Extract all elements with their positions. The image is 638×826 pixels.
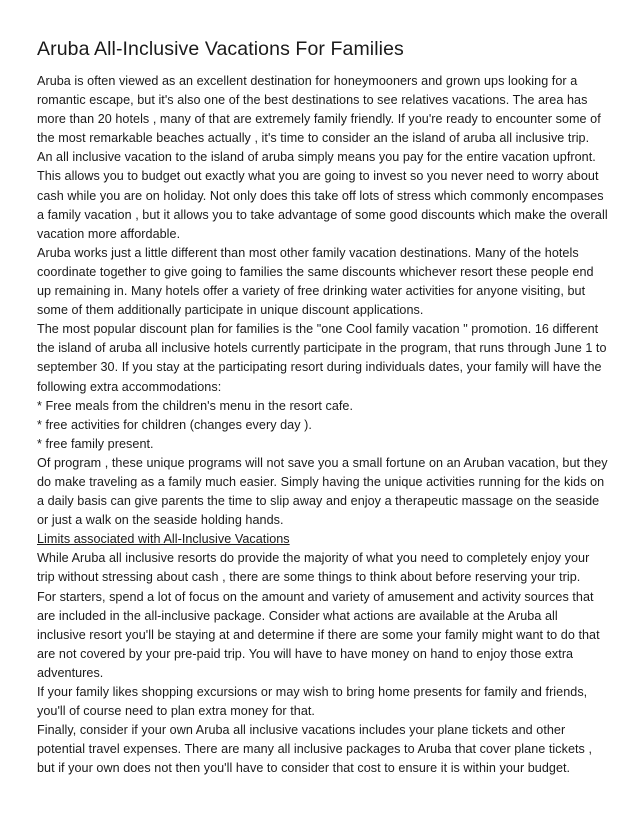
- text-line: up remaining in. Many hotels offer a variety of free drinking water activities for anyone visiting, but: [37, 284, 586, 299]
- text-line: do make traveling as a family much easier. Simply having the unique activities running for the kids on: [37, 474, 605, 489]
- text-line: trip without stressing about cash , there are some things to think about before reserving your trip.: [37, 570, 581, 585]
- text-line: adventures.: [37, 665, 104, 680]
- document-page: [37, 36, 608, 778]
- document-title: Aruba All-Inclusive Vacations For Families: [37, 38, 404, 60]
- text-line: Finally, consider if your own Aruba all inclusive vacations includes your plane tickets and other: [37, 723, 566, 738]
- text-line: * free activities for children (changes every day ).: [37, 417, 312, 432]
- text-line: inclusive resort you'll be staying at and determine if there are some your family might want to do that: [37, 627, 600, 642]
- text-line: you'll of course need to plan extra money for that.: [37, 704, 315, 719]
- text-line: coordinate together to give going to families the same discounts whichever resort these people end: [37, 264, 594, 279]
- text-line: some of them additionally participate in unique discount applications.: [37, 303, 424, 318]
- text-line: more than 20 hotels , many of that are extremely family friendly. If you're ready to encounter some of: [37, 112, 601, 127]
- text-line: or just a walk on the seaside holding hands.: [37, 513, 284, 528]
- text-line: romantic escape, but it's also one of the best destinations to see relatives vacations. The area has: [37, 93, 588, 108]
- text-line: are included in the all-inclusive package. Consider what actions are available at the Aruba all: [37, 608, 558, 623]
- document-body: [37, 72, 608, 778]
- text-line: An all inclusive vacation to the island of aruba simply means you pay for the entire vacation upfront.: [37, 150, 596, 165]
- text-line: vacation more affordable.: [37, 226, 181, 241]
- text-line: september 30. If you stay at the participating resort during individuals dates, your family will have the: [37, 360, 602, 375]
- text-line: * free family present.: [37, 436, 154, 451]
- text-line: the most remarkable beaches actually , it's time to consider an the island of aruba all inclusive trip.: [37, 131, 590, 146]
- text-line: While Aruba all inclusive resorts do provide the majority of what you need to completely enjoy your: [37, 551, 590, 566]
- text-line: * Free meals from the children's menu in the resort cafe.: [37, 398, 354, 413]
- text-line: following extra accommodations:: [37, 379, 222, 394]
- text-line: If your family likes shopping excursions or may wish to bring home presents for family and friends,: [37, 685, 588, 699]
- text-line: the island of aruba all inclusive hotels currently participate in the program, that runs through June 1 to: [37, 341, 607, 356]
- section-heading: Limits associated with All-Inclusive Vacations: [37, 532, 290, 547]
- text-line: For starters, spend a lot of focus on the amount and variety of amusement and activity sources that: [37, 589, 594, 604]
- text-line: cash while you are on holiday. Not only does this take off lots of stress which commonly encompases: [37, 188, 604, 203]
- text-line: a family vacation , but it allows you to take advantage of some good discounts which make the overall: [37, 207, 608, 222]
- text-line: Aruba works just a little different than most other family vacation destinations. Many of the hotels: [37, 245, 579, 260]
- text-line: Aruba is often viewed as an excellent destination for honeymooners and grown ups looking for a: [37, 74, 578, 88]
- text-line: Of program , these unique programs will not save you a small fortune on an Aruban vacation, but they: [37, 455, 608, 470]
- text-line: This allows you to budget out exactly what you are going to invest so you never need to worry about: [37, 169, 599, 184]
- text-line: a daily basis can give parents the time to slip away and enjoy a therapeutic massage on the seaside: [37, 494, 600, 509]
- text-line: but if your own does not then you'll have to consider that cost to ensure it is within your budget.: [37, 761, 571, 776]
- text-line: The most popular discount plan for families is the "one Cool family vacation " promotion. 16 different: [37, 322, 599, 337]
- text-line: potential travel expenses. There are many all inclusive packages to Aruba that cover plane tickets ,: [37, 742, 592, 757]
- text-line: are not covered by your pre-paid trip. You will have to have money on hand to enjoy those extra: [37, 646, 574, 661]
